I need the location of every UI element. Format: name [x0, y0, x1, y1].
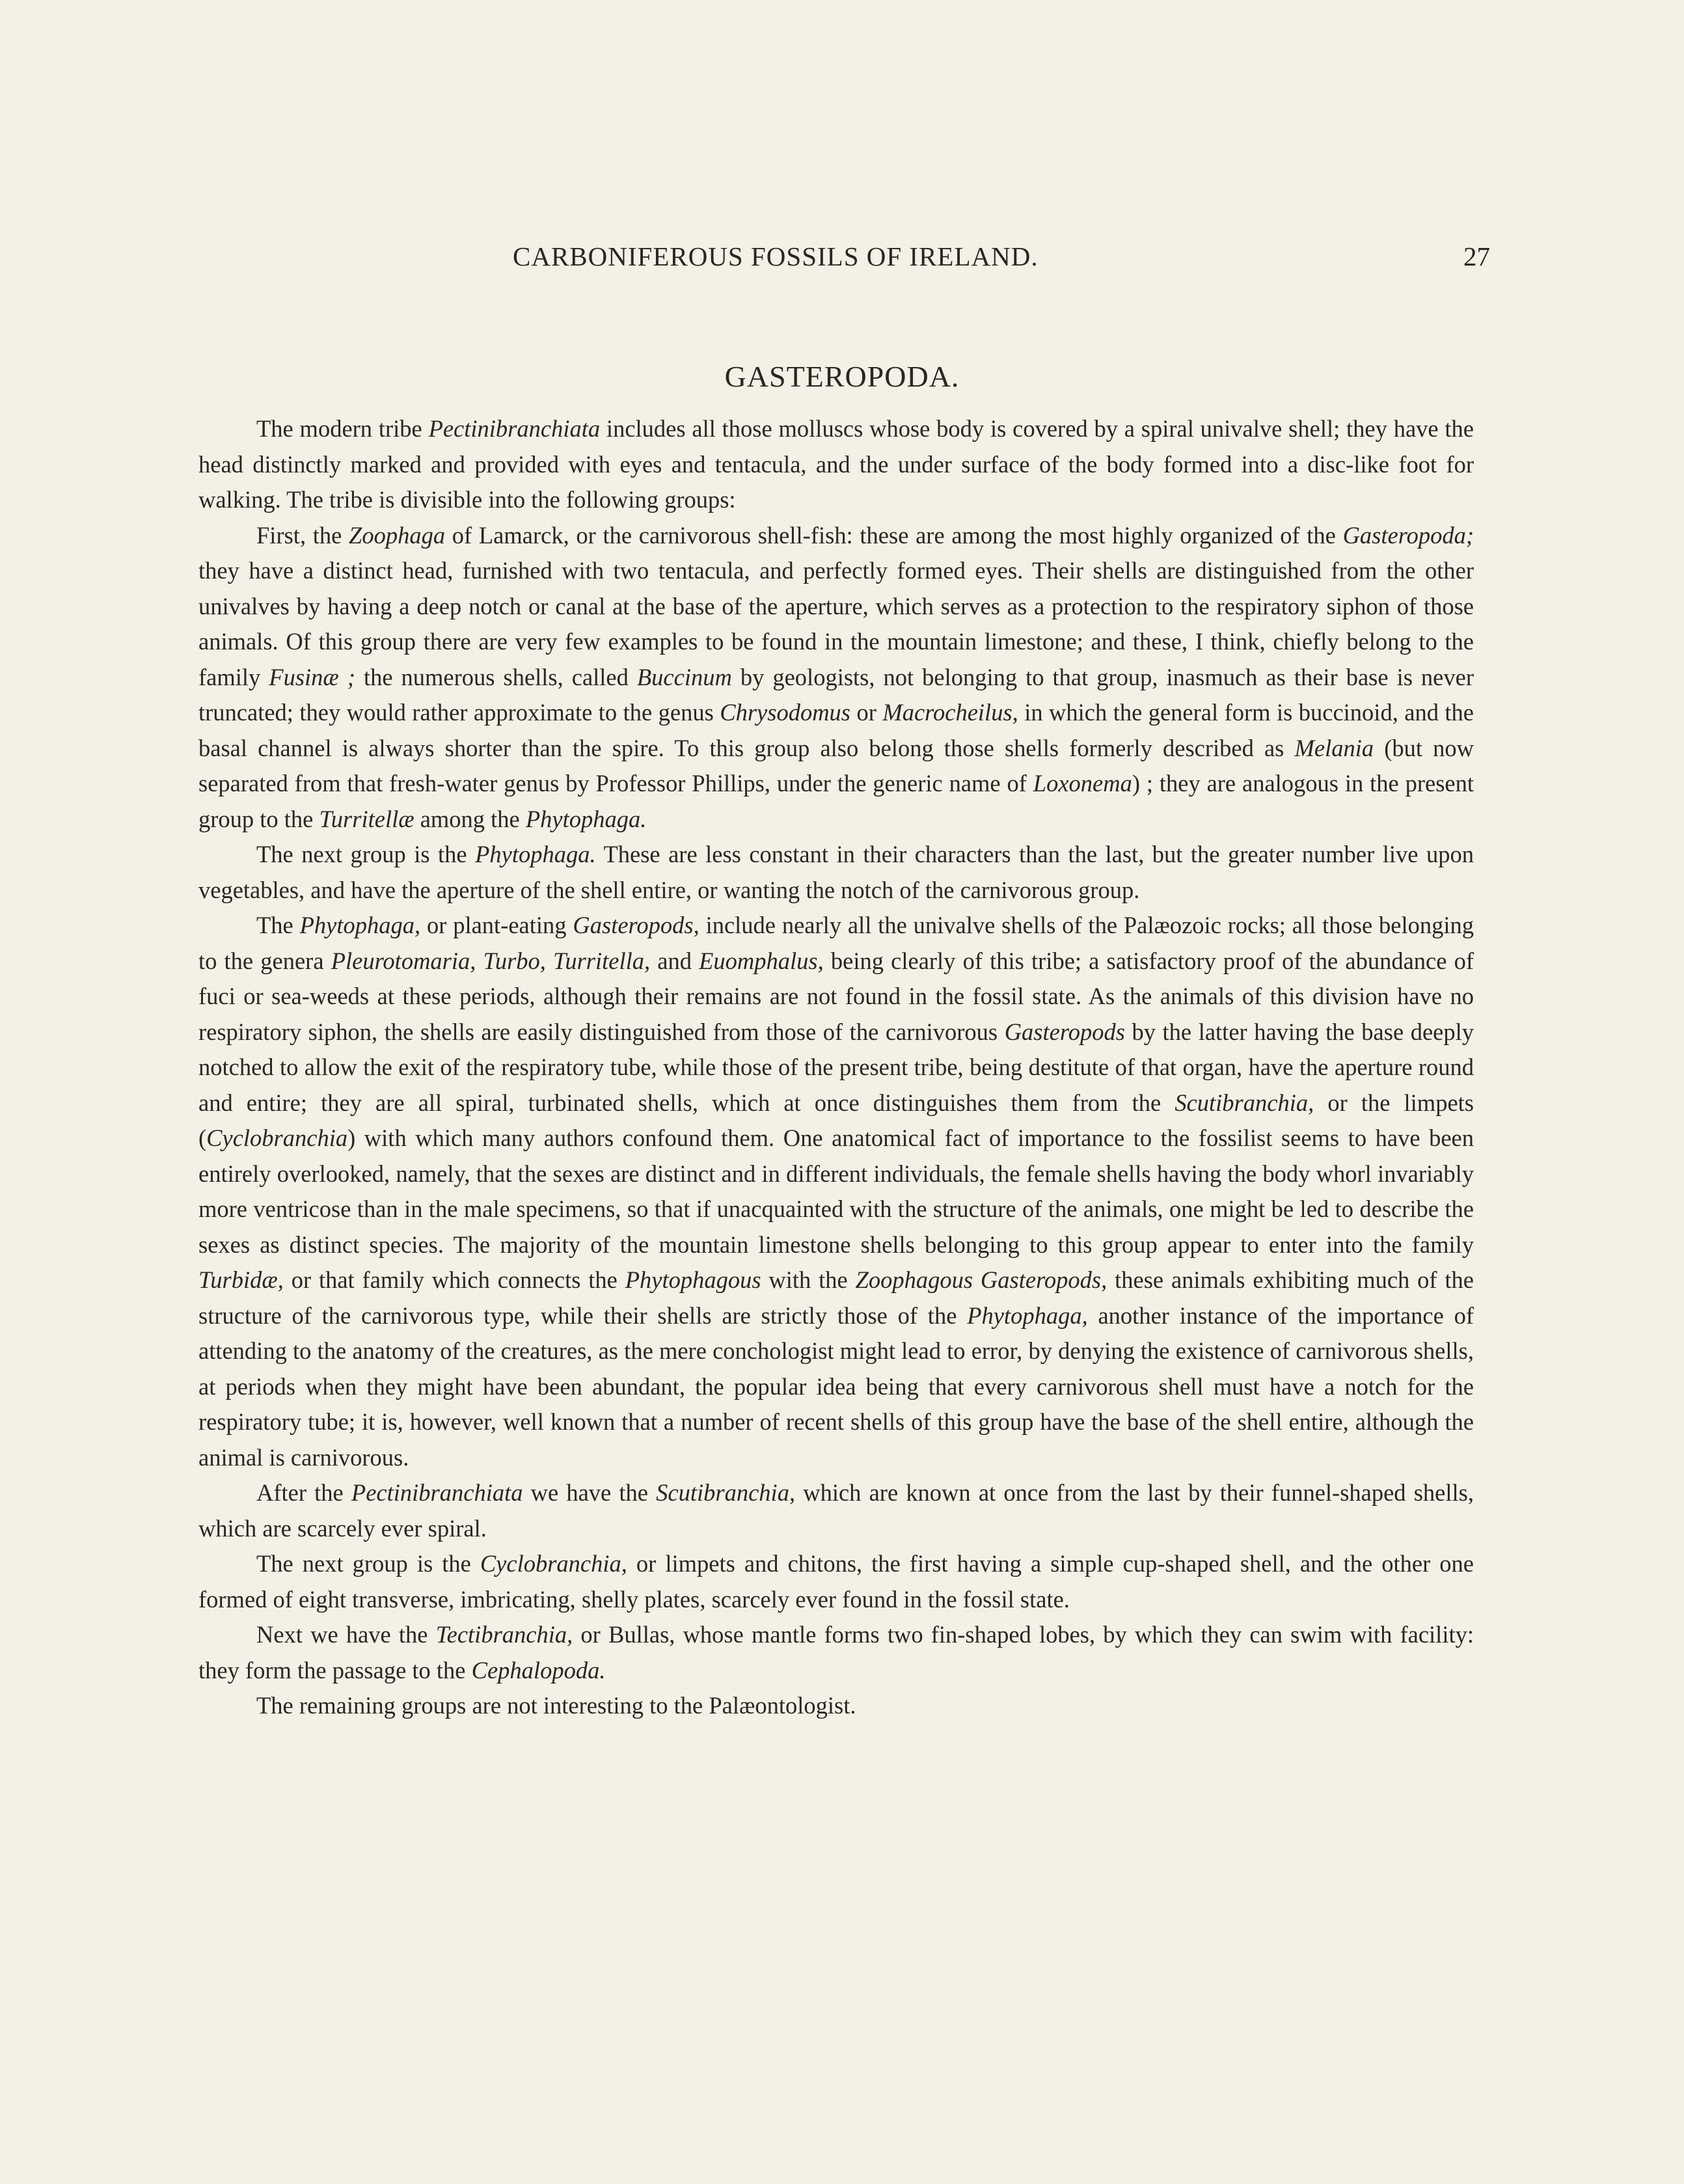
italic-term: Cyclobranchia: [206, 1125, 348, 1151]
text-run: which are known at once from the last by their funnel-shaped shells, which are scarcely ever spiral.: [198, 1479, 1474, 1542]
italic-term: Melania: [1294, 734, 1374, 761]
italic-term: Chrysodomus: [720, 699, 851, 726]
italic-term: Zoophagous Gasteropods,: [855, 1266, 1107, 1293]
italic-term: Gasteropods,: [573, 912, 699, 938]
italic-term: Turbidæ,: [198, 1266, 284, 1293]
text-run: or plant-eating: [420, 912, 573, 938]
text-run: or: [850, 699, 883, 726]
italic-term: Tectibranchia,: [435, 1621, 573, 1648]
text-run: being clearly of this tribe; a satisfactory proof of the abundance of fuci or sea-weeds at these periods, although their remains are not found in the fossil state. As the animals of this division have no respiratory siphon, the shells are easily distinguished from those of the carnivorous: [198, 947, 1474, 1045]
text-run: by the latter having the base deeply notched to allow the exit of the respiratory tube, while those of the present tribe, being destitute of that organ, have the aperture round and entire; they are all spiral, turbinated shells, which at once distinguishes them from the: [198, 1018, 1474, 1116]
italic-term: Gasteropods: [1004, 1018, 1125, 1045]
text-run: and: [650, 947, 699, 974]
paragraph: [198, 1617, 1474, 1688]
italic-term: Fusinæ ;: [269, 663, 355, 690]
text-run: with the: [761, 1266, 856, 1293]
italic-term: Scutibranchia,: [656, 1479, 796, 1506]
italic-term: Phytophaga,: [967, 1302, 1088, 1329]
paragraph: [198, 837, 1474, 908]
paragraph: [198, 1546, 1474, 1617]
italic-term: Cyclobranchia,: [480, 1550, 627, 1577]
paragraph: [198, 908, 1474, 1475]
text-run: The next group is the: [256, 1550, 480, 1577]
section-heading: GASTEROPODA.: [724, 360, 960, 393]
paragraph: [198, 518, 1474, 838]
italic-term: Turritellæ: [319, 805, 414, 832]
running-title: CARBONIFEROUS FOSSILS OF IRELAND.: [513, 241, 1039, 271]
text-run: The: [256, 912, 300, 938]
italic-term: Cephalopoda.: [471, 1656, 606, 1684]
italic-term: Pectinibranchiata: [428, 415, 601, 442]
text-run: we have the: [523, 1479, 657, 1506]
text-run: or Bullas, whose mantle forms two fin-shaped lobes, by which they can swim with facility: they form the passage to the: [198, 1621, 1474, 1684]
italic-term: Phytophaga.: [475, 841, 596, 867]
text-run: Next we have the: [256, 1621, 436, 1648]
text-run: these animals exhibiting much of the structure of the carnivorous type, while their shells are strictly those of the: [198, 1266, 1474, 1329]
text-run: The remaining groups are not interesting to the Palæontologist.: [256, 1692, 856, 1719]
italic-term: Loxonema: [1033, 770, 1132, 797]
text-run: or limpets and chitons, the first having a simple cup-shaped shell, and the other one formed of eight transverse, imbricating, shelly plates, scarcely ever found in the fossil state.: [198, 1550, 1474, 1613]
text-run: in which the general form is buccinoid, and the basal channel is always shorter than the spire. To this group also belong those shells formerly described as: [198, 699, 1474, 761]
page-number: 27: [1463, 241, 1490, 271]
text-run: by geologists, not belonging to that group, inasmuch as their base is never truncated; they would rather approximate to the genus: [198, 663, 1474, 726]
text-run: among the: [414, 805, 526, 832]
text-run: After the: [256, 1479, 351, 1506]
paragraph: [198, 1475, 1474, 1546]
italic-term: Phytophaga.: [525, 805, 647, 832]
text-run: they have a distinct head, furnished with two tentacula, and perfectly formed eyes. Their shells are distinguished from the other univalves by having a deep notch or canal at the base of the aperture, which serves as a protection to the respiratory siphon of those animals. Of this group there are very few examples to be found in the mountain limestone; and these, I think, chiefly belong to the family: [198, 557, 1474, 690]
text-run: The next group is the: [256, 841, 476, 867]
italic-term: Buccinum: [636, 663, 732, 690]
text-run: or the limpets (: [198, 1089, 1474, 1151]
italic-term: Gasteropoda;: [1342, 521, 1474, 549]
italic-term: Pectinibranchiata: [351, 1479, 523, 1506]
italic-term: Phytophaga,: [299, 912, 421, 938]
text-run: The modern tribe: [256, 415, 429, 442]
italic-term: Macrocheilus,: [882, 699, 1018, 726]
text-run: These are less constant in their characters than the last, but the greater number live upon vegetables, and have the aperture of the shell entire, or wanting the notch of the carnivorous group.: [198, 841, 1474, 903]
text-run: include nearly all the univalve shells of the Palæozoic rocks; all those belonging to the genera: [198, 912, 1474, 974]
italic-term: Zoophaga: [349, 521, 446, 549]
text-run: of Lamarck, or the carnivorous shell-fish: these are among the most highly organized of the: [445, 521, 1343, 549]
text-run: the numerous shells, called: [355, 663, 637, 690]
text-run: First, the: [256, 521, 349, 549]
text-run: (but now separated from that fresh-water genus by Professor Phillips, under the generic name of: [198, 734, 1474, 797]
italic-term: Scutibranchia,: [1175, 1089, 1314, 1116]
paragraph: [198, 411, 1474, 518]
running-head: [195, 241, 1490, 280]
text-run: or that family which connects the: [283, 1266, 625, 1293]
text-run: another instance of the importance of attending to the anatomy of the creatures, as the mere conchologist might lead to error, by denying the existence of carnivorous shells, at periods when they might have been abundant, the popular idea being that every carnivorous shell must have a notch for the respiratory tube; it is, however, well known that a number of recent shells of this group have the base of the shell entire, although the animal is carnivorous.: [198, 1302, 1474, 1471]
text-run: ) with which many authors confound them. One anatomical fact of importance to the fossilist seems to have been entirely overlooked, namely, that the sexes are distinct and in different individuals, the female shells having the body whorl invariably more ventricose than in the male specimens, so that if unacquainted with the structure of the animals, one might be led to describe the sexes as distinct species. The majority of the mountain limestone shells belonging to this group appear to enter into the family: [198, 1125, 1474, 1258]
text-run: includes all those molluscs whose body is covered by a spiral univalve shell; they have the head distinctly marked and provided with eyes and tentacula, and the under surface of the body formed into a disc-like foot for walking. The tribe is divisible into the following groups:: [198, 415, 1474, 513]
body-text: [198, 411, 1474, 1724]
italic-term: Phytophagous: [625, 1266, 761, 1293]
text-run: ) ; they are analogous in the present group to the: [198, 770, 1474, 832]
paragraph: [198, 1688, 1474, 1724]
italic-term: Euomphalus,: [699, 947, 824, 974]
italic-term: Pleurotomaria, Turbo, Turritella,: [331, 947, 651, 974]
